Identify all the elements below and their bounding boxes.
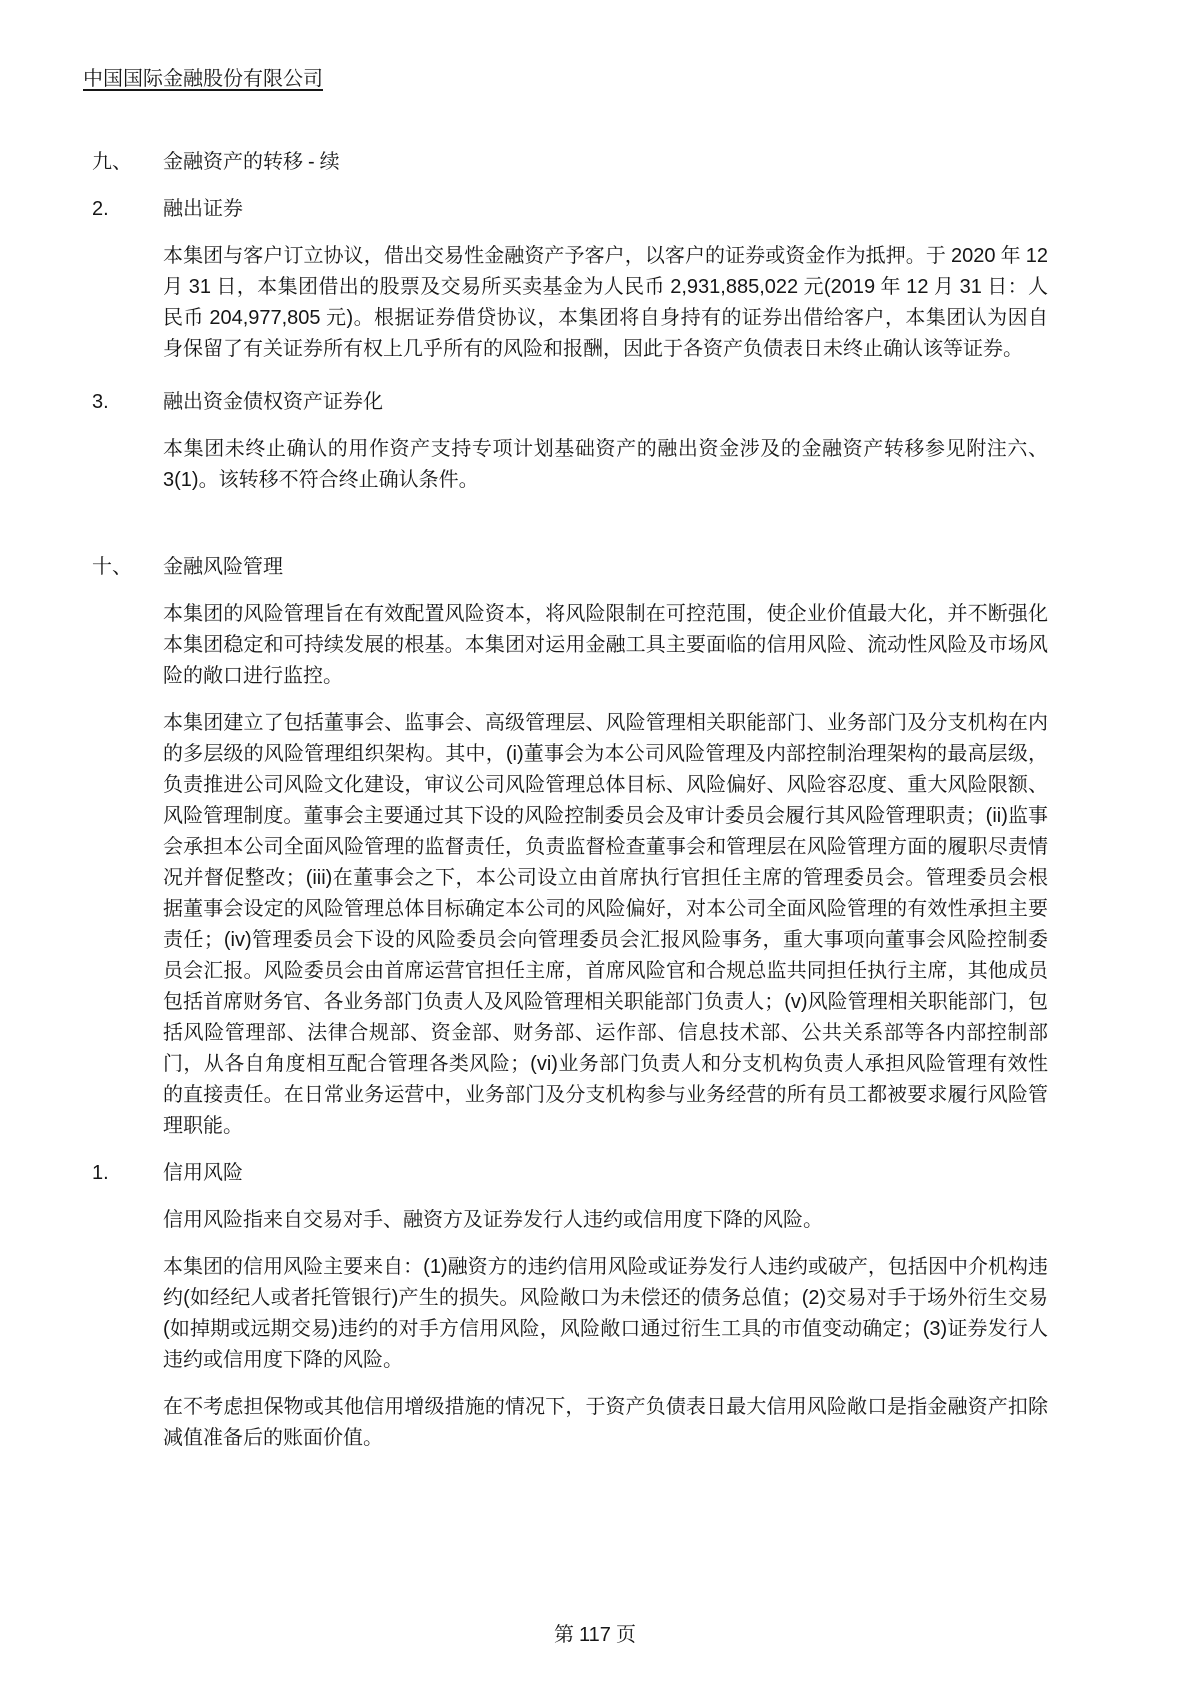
section-9-number: 九、: [92, 151, 132, 173]
para-max-credit-exposure: 在不考虑担保物或其他信用增级措施的情况下，于资产负债表日最大信用风险敞口是指金融资产扣除减值准备后的账面价值。: [163, 1396, 1048, 1449]
section-10-1-number: 1.: [92, 1162, 109, 1184]
section-9-3-number: 3.: [92, 391, 109, 413]
page-number: 第 117 页: [554, 1624, 636, 1646]
para-risk-governance-structure: 本集团建立了包括董事会、监事会、高级管理层、风险管理相关职能部门、业务部门及分支机构在内的多层级的风险管理组织架构。其中，(i)董事会为本公司风险管理及内部控制治理架构的最高层级，负责推进公司风险文化建设，审议公司风险管理总体目标、风险偏好、风险容忍度、重大风险限额、风险管理制度。董事会主要通过其下设的风险控制委员会及审计委员会履行其风险管理职责；(ii)监事会承担本公司全面风险管理的监督责任，负责监督检查董事会和管理层在风险管理方面的履职尽责情况并督促整改；(iii)在董事会之下，本公司设立由首席执行官担任主席的管理委员会。管理委员会根据董事会设定的风险管理总体目标确定本公司的风险偏好，对本公司全面风险管理的有效性承担主要责任；(iv)管理委员会下设的风险委员会向管理委员会汇报风险事务，重大事项向董事会风险控制委员会汇报。风险委员会由首席运营官担任主席，首席风险官和合规总监共同担任执行主席，其他成员包括首席财务官、各业务部门负责人及风险管理相关职能部门负责人；(v)风险管理相关职能部门，包括风险管理部、法律合规部、资金部、财务部、运作部、信息技术部、公共关系部等各内部控制部门，从各自角度相互配合管理各类风险；(vi)业务部门负责人和分支机构负责人承担风险管理有效性的直接责任。在日常业务运营中，业务部门及分支机构参与业务经营的所有员工都被要求履行风险管理职能。: [163, 712, 1049, 1137]
section-10-number: 十、: [92, 556, 132, 578]
section-10-title: 金融风险管理: [163, 556, 283, 578]
para-credit-risk-definition: 信用风险指来自交易对手、融资方及证券发行人违约或信用度下降的风险。: [163, 1209, 823, 1231]
para-credit-risk-sources: 本集团的信用风险主要来自：(1)融资方的违约信用风险或证券发行人违约或破产，包括因中介机构违约(如经纪人或者托管银行)产生的损失。风险敞口为未偿还的债务总值；(2)交易对手于场外衍生交易(如掉期或远期交易)违约的对手方信用风险，风险敞口通过衍生工具的市值变动确定；(3)证券发行人违约或信用度下降的风险。: [163, 1256, 1049, 1371]
section-9-heading: [83, 147, 1048, 178]
section-10-1-heading: [83, 1158, 1048, 1189]
para-risk-management-overview: 本集团的风险管理旨在有效配置风险资本，将风险限制在可控范围，使企业价值最大化，并不断强化本集团稳定和可持续发展的根基。本集团对运用金融工具主要面临的信用风险、流动性风险及市场风险的敞口进行监控。: [163, 603, 1048, 687]
section-9-3-heading: [83, 387, 1048, 418]
section-10-1-title: 信用风险: [163, 1162, 243, 1184]
section-9-3-title: 融出资金债权资产证券化: [163, 391, 383, 413]
para-securities-lending: 本集团与客户订立协议，借出交易性金融资产予客户，以客户的证券或资金作为抵押。于 2020 年 12 月 31 日，本集团借出的股票及交易所买卖基金为人民币 2,931,885,022 元(2019 年 12 月 31 日：人民币 204,977,805 元)。根据证券借贷协议，本集团将自身持有的证券出借给客户，本集团认为因自身保留了有关证券所有权上几乎所有的风险和报酬，因此于各资产负债表日未终止确认该等证券。: [163, 245, 1049, 360]
company-name: 中国国际金融股份有限公司: [83, 68, 323, 90]
section-9-2-number: 2.: [92, 198, 109, 220]
section-9-2-heading: [83, 194, 1048, 225]
para-asset-securitization: 本集团未终止确认的用作资产支持专项计划基础资产的融出资金涉及的金融资产转移参见附注六、3(1)。该转移不符合终止确认条件。: [163, 438, 1048, 491]
section-10-heading: [83, 552, 1048, 583]
section-9-2-title: 融出证券: [163, 198, 243, 220]
section-9-title: 金融资产的转移 - 续: [163, 151, 340, 173]
